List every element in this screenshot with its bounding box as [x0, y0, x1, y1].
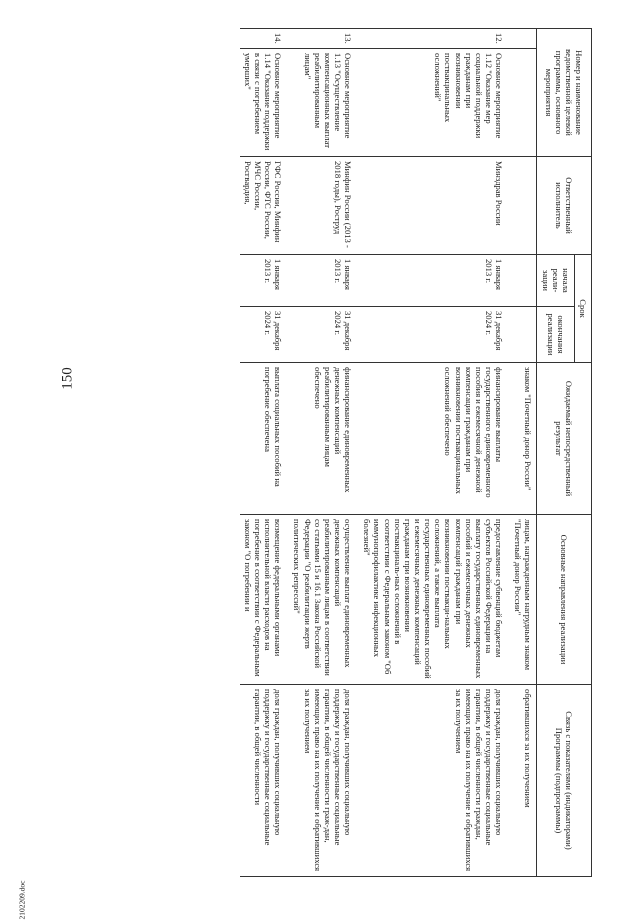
- header-executor: Ответственный исполнитель: [537, 157, 592, 255]
- row-start: 1 января 2013 г.: [359, 255, 510, 307]
- header-start: начала реали-зации: [537, 255, 574, 307]
- row-number: 14.: [240, 29, 290, 49]
- page-number: 150: [59, 367, 76, 390]
- row-executor: ГФС России, Минфин России, ФТС России, МЧС России, Росгвардия,: [240, 157, 290, 255]
- carry-result: знаком "Почетный донор России": [510, 363, 537, 515]
- rotated-page: [32, 28, 592, 876]
- header-result: Ожидаемый непосредственный результат: [537, 363, 592, 515]
- row-link: доля граждан, получивших социальную поддержку и государственные социальные гарантии, в общей численности: [240, 685, 290, 877]
- row-link: доля граждан, получивших социальную поддержку и государственные социальные гарантии, в общей численности граж-дан, имеющих право на их получение и обратившихся за их получением: [289, 685, 359, 877]
- row-name: Основное мероприятие 1.13 "Осуществление компенсационных выплат реабилитированным лицам": [289, 49, 359, 157]
- carry-directions: лицам, награжденным нагрудным знаком "Почетный донор России": [510, 515, 537, 685]
- document-code: 2102209.doc: [17, 880, 27, 920]
- row-directions: возмещение федеральными органами исполнительной власти расходов на погребение в соответствии с Федеральным законом "О погребении и: [240, 515, 290, 685]
- carry-link: обратившихся за их получением: [510, 685, 537, 877]
- row-directions: предоставление субвенций бюджетам субъектов Российской Федерации на выплату государственных единовременных пособий и ежемесячных денежных компенсаций гражданам при возникновении поствакци-нальных осложнений, а также выплата государственных единовременных пособий и ежемесячных денежных компенсаций гражданам при возникновении поствакциналь-ных осложнений в соответствии с Федеральным законом "Об иммунопрофилактике инфекционных болезней": [359, 515, 510, 685]
- row-end: 31 декабря 2024 г.: [359, 307, 510, 363]
- table-row: [289, 29, 359, 877]
- carry-over-row: [510, 29, 537, 877]
- row-executor: Минздрав России: [359, 157, 510, 255]
- row-name: Основное мероприятие 1.14 "Оказание поддержки в связи с погребением умерших": [240, 49, 290, 157]
- header-end: окончания реализации: [537, 307, 574, 363]
- row-name: Основное мероприятие 1.12 "Оказание мер социальной поддержки гражданам при возникновении поствакцинальных осложнений": [359, 49, 510, 157]
- row-end: 31 декабря 2024 г.: [240, 307, 290, 363]
- row-result: финансирование выплаты государственного единовременного пособия и ежемесячной денежной компенсации гражданам при возникновении поствакцинальных осложнений обеспечено: [359, 363, 510, 515]
- row-directions: осуществление выплат единовременных денежных компенсаций реабилитированным лицам в соответствии со статьями 15 и 16.1 Закона Российской Федерации "О реабилитации жертв политических репрессий": [289, 515, 359, 685]
- row-start: 1 января 2013 г.: [289, 255, 359, 307]
- row-result: выплата социальных пособий на погребение обеспечена: [240, 363, 290, 515]
- header-directions: Основные направления реализации: [537, 515, 592, 685]
- table-row: [359, 29, 510, 877]
- header-link: Связь с показателями (индикаторами) Программы (подпрограммы): [537, 685, 592, 877]
- header-term: Срок: [574, 255, 591, 363]
- row-link: доля граждан, получивших социальную поддержку и государственные социальные гарантии, в общей численности граждан, имеющих право на их получение и обратившихся за их получением: [359, 685, 510, 877]
- header-name: Номер и наименование ведомственной целевой программы, основного мероприятия: [537, 29, 592, 157]
- program-table: [240, 28, 592, 877]
- row-number: 13.: [289, 29, 359, 49]
- row-executor: Минфин России (2013 - 2018 годы), Роструд: [289, 157, 359, 255]
- row-end: 31 декабря 2024 г.: [289, 307, 359, 363]
- table-row: [240, 29, 290, 877]
- row-number: 12.: [359, 29, 510, 49]
- row-start: 1 января 2013 г.: [240, 255, 290, 307]
- row-result: финансирование единовременных денежных компенсаций реабилитированным лицам обеспечено: [289, 363, 359, 515]
